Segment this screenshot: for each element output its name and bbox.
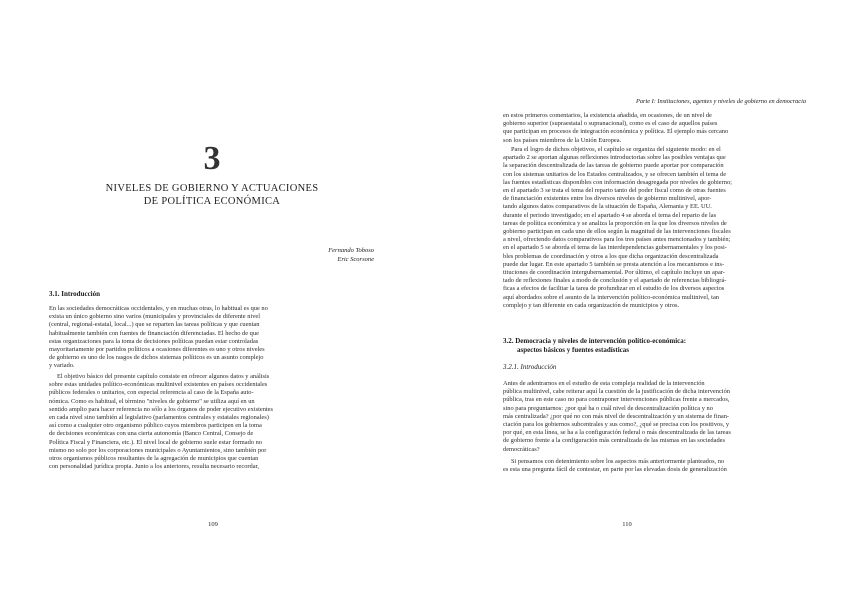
text-line: otros organismos públicos resultantes de la agregación de municipios que cuentan	[49, 455, 259, 463]
section-heading: 3.1. Introducción	[49, 290, 101, 298]
text-line: estas organizaciones para la toma de decisiones políticas puedan estar controladas	[49, 337, 259, 345]
subsection-heading: 3.2.1. Introducción	[503, 363, 557, 371]
author-name: Fernando Toboso	[328, 247, 374, 254]
text-line: es esta una pregunta fácil de contestar, en parte por las elevadas dosis de generalización	[503, 466, 727, 474]
text-line: y variado.	[49, 362, 75, 370]
text-line: pública multinivel, cabe reiterar aquí la cuestión de la justificación de dicha intervención	[503, 388, 730, 396]
text-line: apartado 2 se aportan algunas reflexiones introductorias sobre las posibles ventajas que	[503, 154, 726, 162]
text-line: ficas a efectos de facilitar la tarea de profundizar en el estudio de los diversos aspectos	[503, 285, 725, 293]
chapter-title-line1: NIVELES DE GOBIERNO Y ACTUACIONES	[105, 183, 319, 194]
section-heading-line2: aspectos básicos y fuentes estadísticas	[517, 346, 629, 354]
text-line: más centralizada? ¿por qué no con más nivel de descentralización y un sistema de finan-	[503, 412, 730, 420]
text-line: que participan en procesos de integración económica y política. El ejemplo más cercano	[503, 128, 729, 136]
text-line: por qué, en esta línea, se ha a la configuración federal o más descentralizada de las tareas	[503, 429, 731, 437]
text-line: democráticas?	[503, 445, 540, 453]
text-line: sobre estas unidades político-económicas multinivel existentes en países occidentales	[49, 381, 268, 389]
paragraph	[49, 373, 377, 471]
text-line: en el apartado 5 se aborda el tema de las interdependencias gubernamentales y los posi-	[503, 244, 727, 252]
text-line: con los sistemas unitarios de los Estados centralizados, y se ofrecen también el tema de	[503, 170, 727, 178]
text-line: En las sociedades democráticas occidentales, y en muchas otras, lo habitual es que no	[49, 305, 268, 312]
text-line: nómica. Como es habitual, el término "niveles de gobierno" se utiliza aquí en un	[49, 397, 255, 405]
text-line: tareas de política económica y se analiza la proporción en la que los diversos niveles de	[503, 219, 727, 227]
paragraph	[49, 305, 377, 371]
text-line: exista un único gobierno sino varios (municipales y provinciales de diferente nivel	[49, 313, 261, 321]
text-line: habitualmente también con fuentes de financiación diferenciadas. El hecho de que	[49, 329, 259, 337]
running-head: Parte I: Instituciones, agentes y niveles de gobierno en democracia	[636, 98, 806, 105]
chapter-title-line2: DE POLÍTICA ECONÓMICA	[143, 196, 281, 207]
chapter-number: 3	[203, 140, 221, 177]
text-line: públicos federales o unitarios, con especial referencia al caso de la España auto-	[49, 389, 254, 397]
text-line: sino para preguntarnos: ¿por qué ha o cuál nivel de descentralización política y no	[503, 404, 713, 412]
text-line: sentido amplio para hacer referencia no sólo a los órganos de poder ejecutivo existentes	[49, 405, 274, 413]
page-number: 110	[622, 521, 632, 528]
text-line: durante el periodo investigado; en el apartado 4 se aborda el tema del reparto de las	[503, 211, 717, 219]
text-line: gobierno participan en cada uno de ellos según la magnitud de las intervenciones fiscales	[503, 228, 731, 236]
text-line: a nivel, ofreciendo datos comparativos para los tres países antes mencionados y también;	[503, 236, 731, 244]
text-line: gobierno superior (supraestatal o supranacional), como es el caso de aquellos países	[503, 120, 718, 128]
text-line: mismo no solo por los corporaciones municipales o Ayuntamientos, sino también por	[49, 446, 267, 454]
right-page	[424, 0, 848, 599]
text-line: la separación descentralizada de las tareas de gobierno puede aportar por comparación	[503, 162, 724, 170]
text-line: complejo y tan diferente en cada organización de municipios y otros.	[503, 301, 680, 309]
text-line: en cada nivel sino también al legislativo (parlamentos centrales y estatales regionales)	[49, 414, 269, 422]
text-line: con personalidad jurídica propia. Junto a los anteriores, resulta necesario recordar,	[49, 463, 260, 471]
text-line: de gobierno es uno de los rasgos de dichos sistemas políticos es un asunto complejo	[49, 354, 264, 362]
text-line: de decisiones económicas con una cierta autonomía (Banco Central, Consejo de	[49, 430, 254, 438]
text-line: tando algunos datos comparativos de la situación de España, Alemania y EE. UU.	[503, 203, 712, 211]
text-line: de gobierno frente a la configuración más centralizada de las mismas en las sociedades	[503, 437, 725, 445]
text-line: (central, regional-estatal, local...) que se reparten las tareas políticas y que cuentan	[49, 321, 260, 329]
author-name: Eric Scorsone	[337, 256, 374, 263]
text-line: en estos primeros comentarios, la existencia añadida, en ocasiones, de un nivel de	[503, 112, 712, 119]
text-line: tituciones de coordinación intergubernamental. Por último, el capítulo incluye un apar-	[503, 269, 725, 277]
text-line: son los países miembros de la Unión Europea.	[503, 136, 622, 144]
section-heading	[503, 337, 806, 355]
text-line: así como a cualquier otro organismo público cuyos miembros participen en la toma	[49, 422, 262, 430]
text-line: puede dar lugar. En este apartado 5 también se presta atención a los mecanismos e ins-	[503, 260, 725, 268]
page-number: 109	[208, 521, 218, 528]
text-line: aquí abordados sobre el asunto de la intervención político-económica multinivel, tan	[503, 293, 719, 301]
text-line: bles problemas de coordinación y otros a los que dicha organización descentralizada	[503, 252, 719, 260]
paragraph	[503, 458, 806, 474]
text-line: Si pensamos con detenimiento sobre los aspectos más anteriormente planteados, no	[511, 458, 725, 465]
text-line: ciación para los gobiernos subcentrales y sus como?, ¿qué se precisa con los positivos, y	[503, 421, 730, 429]
text-line: tado de reflexiones finales a modo de conclusión y el apartado de referencias bibliográ-	[503, 277, 727, 285]
paragraph	[503, 380, 806, 454]
text-line: las fuentes estadísticas disponibles con información desagregada por niveles de gobierno;	[503, 178, 732, 186]
text-line: de financiación existentes entre los diversos niveles de gobierno multinivel, apor-	[503, 195, 712, 203]
text-line: en el apartado 3 se trata el tema del reparto tanto del poder fiscal como de otras fuentes	[503, 187, 726, 195]
text-line: Para el logro de dichos objetivos, el capítulo se organiza del siguiente modo: en el	[511, 146, 721, 153]
paragraph	[503, 146, 806, 310]
text-line: El objetivo básico del presente capítulo consiste en ofrecer algunos datos y análisis	[57, 373, 270, 380]
text-line: pública, tras en este caso no para contraponer intervenciones públicas frente a mercados,	[503, 396, 730, 404]
chapter-title	[100, 182, 324, 208]
section-heading-line1: 3.2. Democracia y niveles de intervención político-económica:	[503, 337, 687, 345]
text-line: mayoritariamente por partidos políticos a ocasiones diferentes es uno y otros niveles	[49, 346, 265, 354]
text-line: Política Fiscal y Financiera, etc.). El nivel local de gobierno suele estar formado no	[49, 438, 262, 446]
paragraph	[503, 112, 806, 145]
text-line: Antes de adentrarnos en el estudio de esta compleja realidad de la intervención	[503, 380, 705, 387]
